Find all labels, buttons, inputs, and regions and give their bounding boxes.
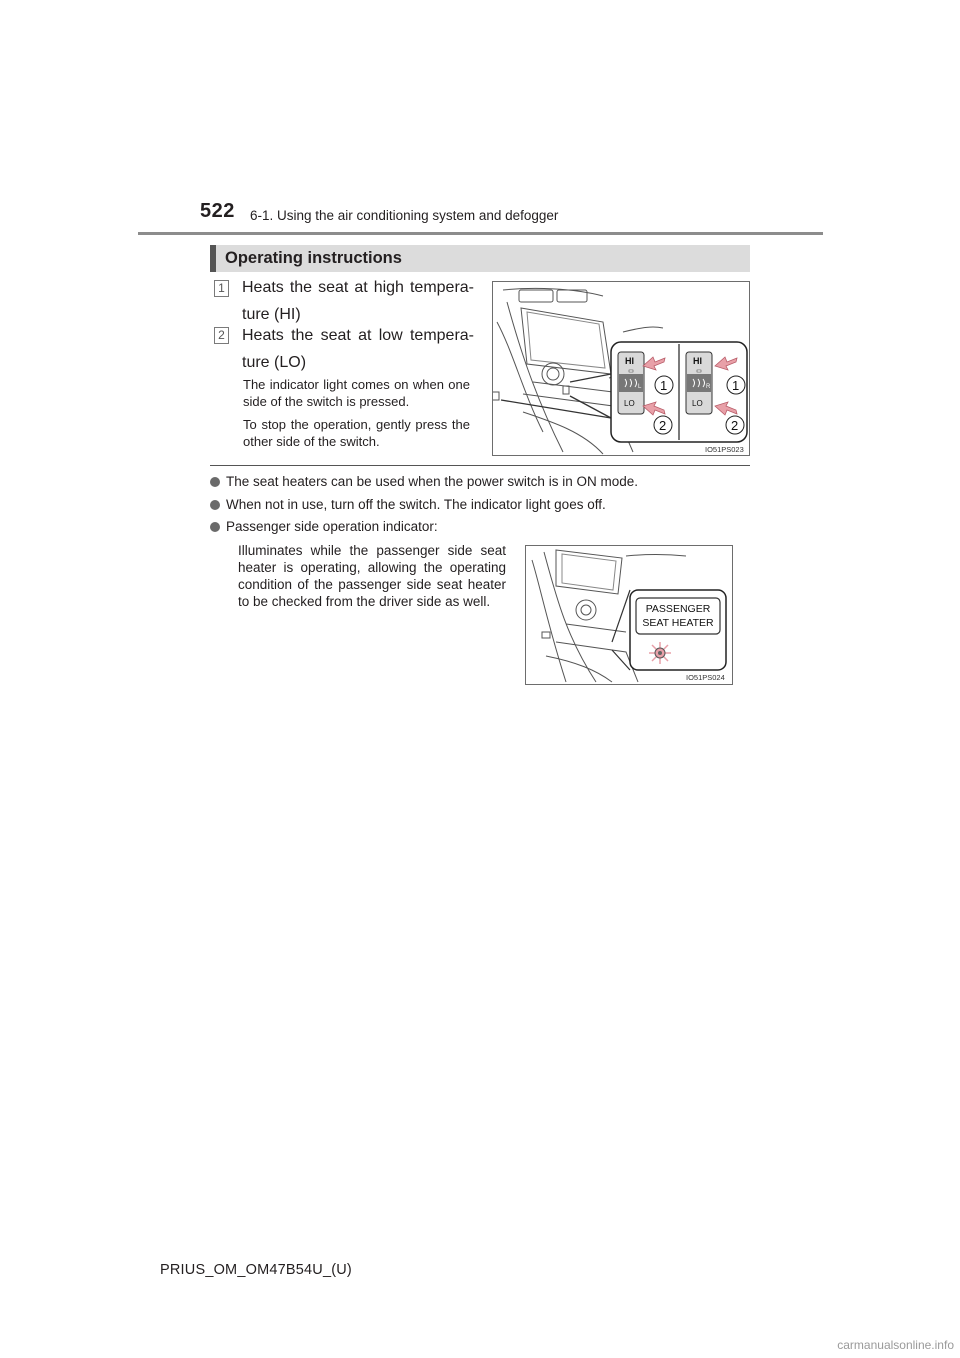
right-lo-label: LO: [692, 399, 703, 408]
bullet-power-mode: The seat heaters can be used when the power switch is in ON mode.: [210, 474, 638, 489]
watermark: carmanualsonline.info: [837, 1338, 954, 1352]
switches-illustration: [493, 282, 749, 455]
bullet-dot: [210, 522, 220, 532]
header-divider: [138, 232, 823, 235]
left-side-label: L: [638, 384, 642, 390]
document-code: PRIUS_OM_OM47B54U_(U): [160, 1262, 352, 1278]
chapter-title: 6-1. Using the air conditioning system and defogger: [250, 208, 559, 223]
figure-1-code: IO51PS023: [705, 445, 744, 454]
figure-passenger-indicator: [525, 545, 733, 685]
bullet-passenger-indicator: Passenger side operation indicator:: [210, 519, 438, 534]
left-hi-label: HI: [625, 356, 634, 366]
right-hi-label: HI: [693, 356, 702, 366]
callout-1-left: 1: [660, 378, 668, 393]
indicator-label-line1: PASSENGER: [645, 603, 711, 615]
figure-2-code: IO51PS024: [686, 673, 725, 682]
indicator-description: Illuminates while the passenger side seat heater is operating, allowing the operating condition of the passenger side seat heater to be checked from the driver side as well.: [238, 543, 506, 609]
callout-1-right: 1: [732, 378, 740, 393]
section-title: Operating instructions: [225, 249, 402, 267]
bullet-dot: [210, 500, 220, 510]
page-number: 522: [200, 200, 235, 222]
note-stop-operation: To stop the operation, gently press the other side of the switch.: [243, 417, 470, 449]
bullet-dot: [210, 477, 220, 487]
bullet-turn-off: When not in use, turn off the switch. The indicator light goes off.: [210, 497, 606, 512]
right-side-label: R: [706, 384, 711, 390]
step-1-badge: 1: [214, 280, 229, 297]
section-header: [210, 245, 750, 272]
step-1-text: Heats the seat at high tempera-ture (HI): [242, 279, 474, 323]
callout-2-left: 2: [659, 418, 667, 433]
left-lo-label: LO: [624, 399, 635, 408]
note-indicator-light: The indicator light comes on when one side of the switch is pressed.: [243, 377, 470, 409]
step-2-badge: 2: [214, 327, 229, 344]
section-marker: [210, 245, 216, 272]
callout-2-right: 2: [731, 418, 739, 433]
indicator-lamp-icon: [649, 642, 671, 664]
figure-seat-heater-switches: [492, 281, 750, 456]
indicator-label-line2: SEAT HEATER: [642, 617, 714, 629]
indicator-illustration: [526, 546, 732, 684]
step-2-text: Heats the seat at low tempera-ture (LO): [242, 327, 474, 371]
section-divider: [210, 465, 750, 466]
